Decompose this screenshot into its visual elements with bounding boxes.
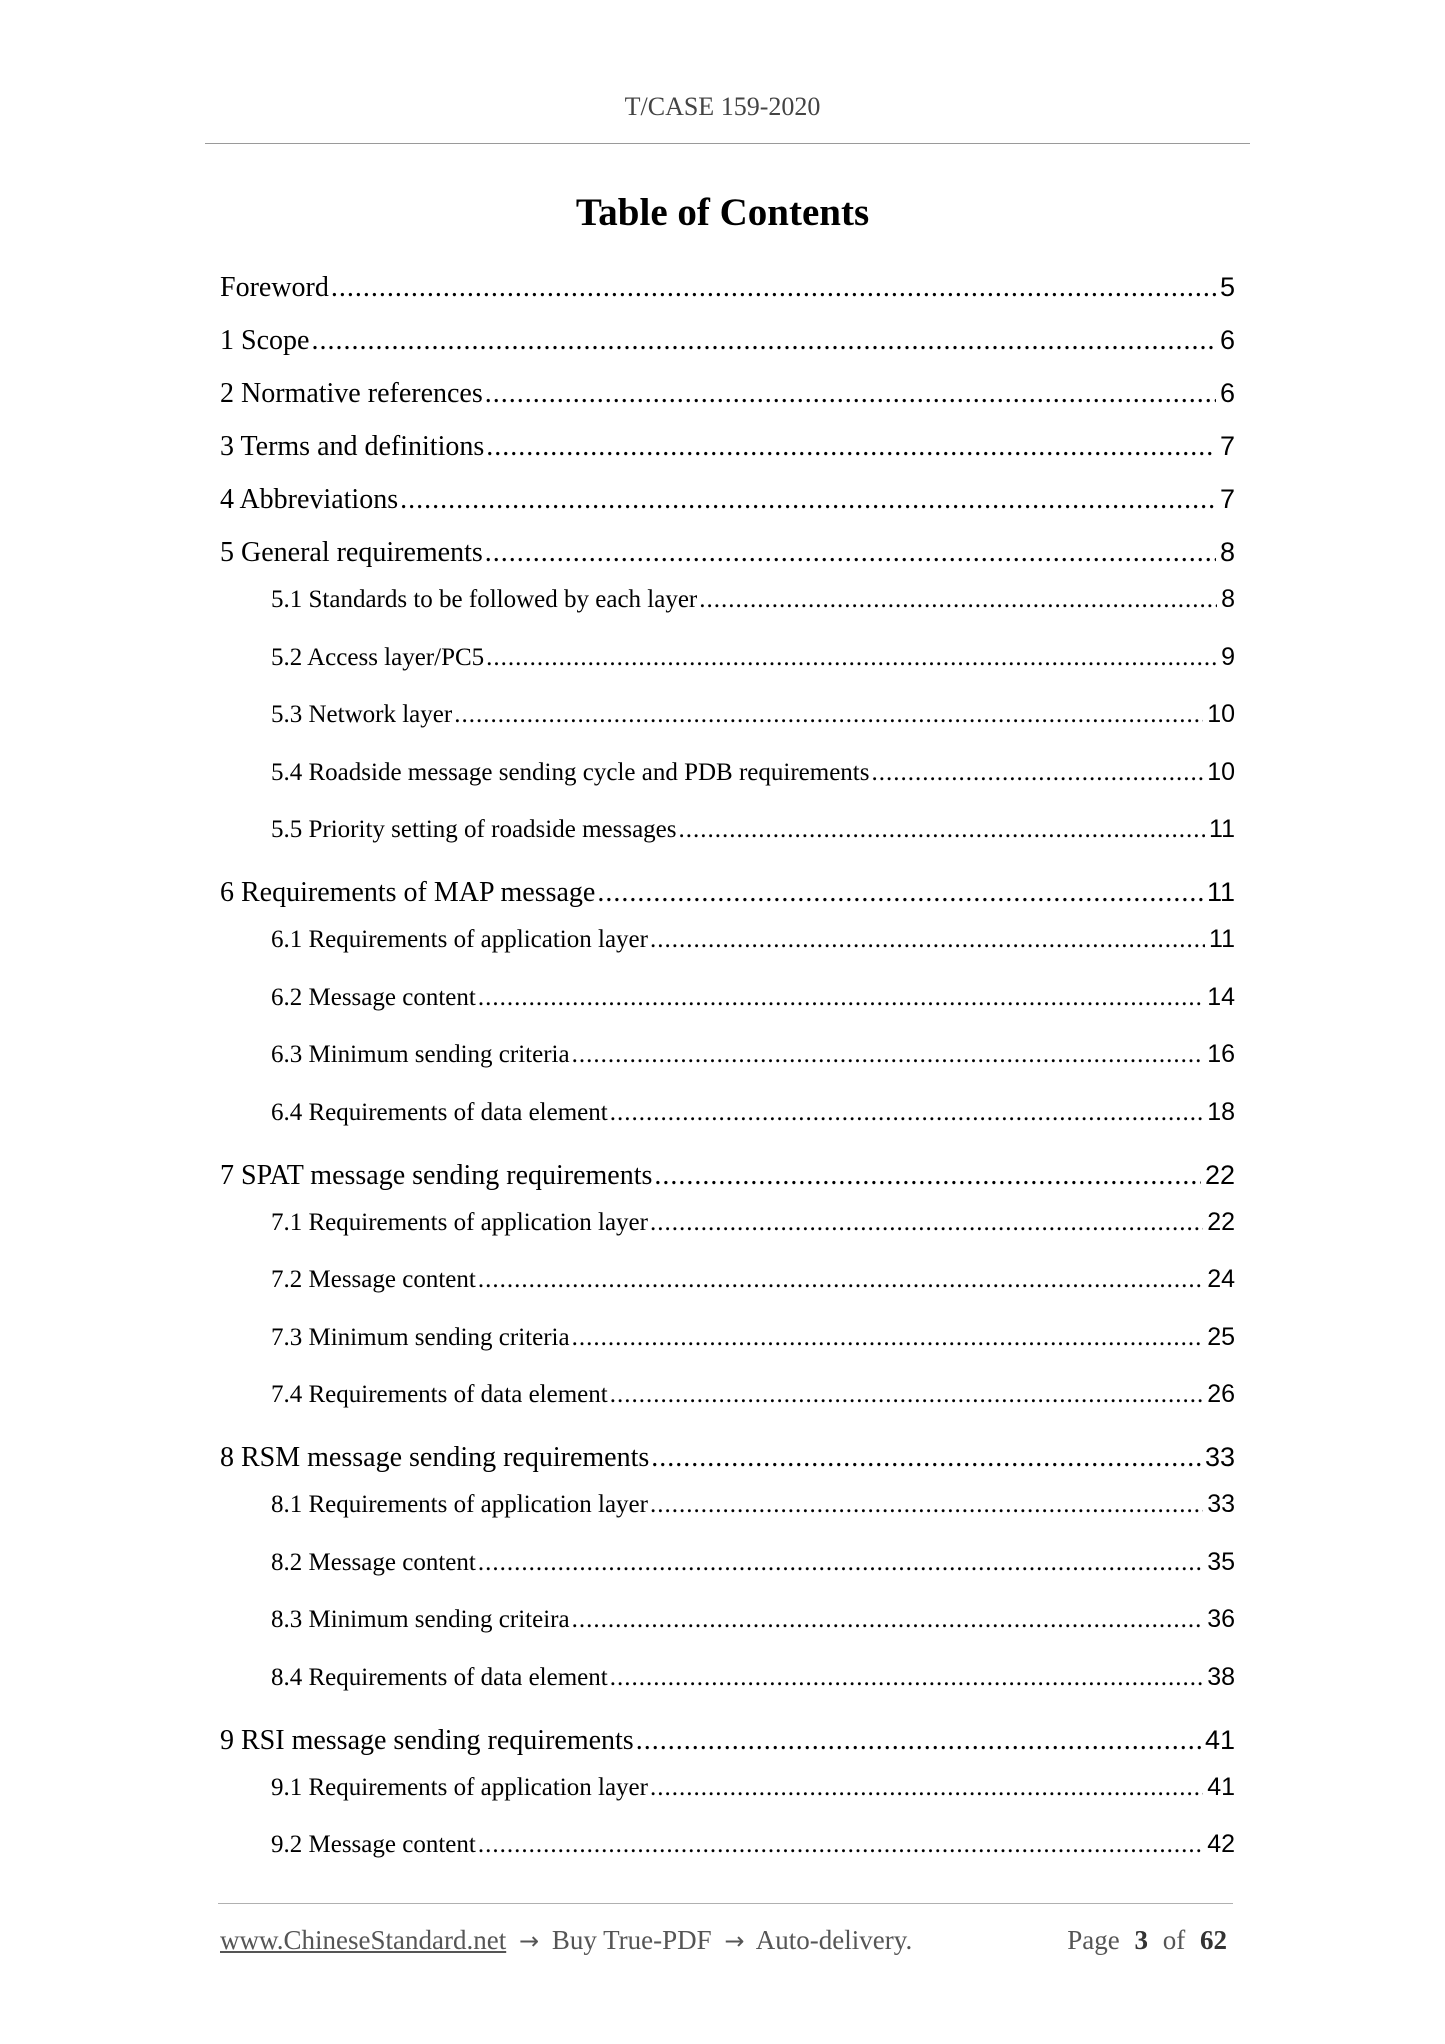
dot-leader bbox=[597, 877, 1203, 909]
toc-entry[interactable] bbox=[220, 1442, 1235, 1474]
toc-entry[interactable] bbox=[220, 378, 1235, 410]
toc-entry[interactable] bbox=[220, 325, 1235, 357]
toc-entry-label: 6.4 Requirements of data element bbox=[271, 1098, 608, 1126]
dot-leader bbox=[478, 1549, 1203, 1577]
toc-entry[interactable] bbox=[220, 877, 1235, 909]
dot-leader bbox=[572, 1041, 1204, 1069]
page-word: Page bbox=[1067, 1925, 1120, 1955]
toc-entry-label: 5.2 Access layer/PC5 bbox=[271, 643, 485, 671]
toc-entry-page-number: 11 bbox=[1206, 877, 1235, 907]
toc-entry[interactable] bbox=[271, 585, 1235, 614]
toc-entry-label: 9.1 Requirements of application layer bbox=[271, 1773, 648, 1801]
toc-entry-label: 7.3 Minimum sending criteria bbox=[271, 1323, 570, 1351]
toc-entry-label: 6 Requirements of MAP message bbox=[220, 877, 596, 908]
toc-entry-label: 3 Terms and definitions bbox=[220, 431, 485, 462]
toc-entry[interactable] bbox=[271, 758, 1235, 787]
dot-leader bbox=[651, 1442, 1201, 1474]
toc-entry-label: 7 SPAT message sending requirements bbox=[220, 1159, 653, 1191]
dot-leader bbox=[454, 701, 1203, 729]
site-link[interactable]: www.ChineseStandard.net bbox=[220, 1925, 507, 1955]
dot-leader bbox=[572, 1324, 1204, 1352]
toc-entry-page-number: 9 bbox=[1221, 642, 1235, 671]
toc-entry-label: Foreword bbox=[220, 272, 329, 303]
toc-entry[interactable] bbox=[271, 815, 1235, 844]
toc-entry-label: 2 Normative references bbox=[220, 378, 483, 409]
toc-entry-label: 1 Scope bbox=[220, 325, 310, 356]
toc-entry-page-number: 14 bbox=[1207, 982, 1235, 1011]
dot-leader bbox=[311, 325, 1216, 357]
toc-entry-label: 5.5 Priority setting of roadside messages bbox=[271, 816, 677, 843]
toc-entry[interactable] bbox=[271, 1040, 1235, 1069]
dot-leader bbox=[486, 644, 1217, 672]
dot-leader bbox=[654, 1160, 1201, 1192]
toc-entry-page-number: 38 bbox=[1207, 1662, 1235, 1691]
toc-entry[interactable] bbox=[271, 1380, 1235, 1409]
toc-entry[interactable] bbox=[271, 1773, 1235, 1802]
arrow-right-icon: → bbox=[518, 1927, 540, 1955]
toc-entry[interactable] bbox=[271, 1830, 1235, 1859]
toc-entry-page-number: 33 bbox=[1204, 1442, 1235, 1472]
toc-entry-page-number: 41 bbox=[1204, 1724, 1235, 1755]
toc-entry-label: 4 Abbreviations bbox=[220, 484, 399, 515]
toc-entry-label: 5 General requirements bbox=[220, 537, 483, 568]
current-page-number: 3 bbox=[1134, 1925, 1148, 1955]
toc-entry[interactable] bbox=[271, 1663, 1235, 1692]
toc-entry-label: 8.4 Requirements of data element bbox=[271, 1663, 608, 1691]
buy-pdf-text: Buy True-PDF bbox=[551, 1925, 712, 1955]
toc-entry-page-number: 33 bbox=[1207, 1490, 1235, 1518]
toc-entry-page-number: 18 bbox=[1207, 1097, 1235, 1126]
toc-entry-page-number: 8 bbox=[1219, 537, 1235, 567]
dot-leader bbox=[650, 1774, 1203, 1802]
toc-entry-page-number: 5 bbox=[1219, 272, 1235, 302]
toc-entry-page-number: 6 bbox=[1219, 325, 1235, 355]
toc-entry-label: 8.3 Minimum sending criteira bbox=[271, 1606, 570, 1633]
toc-entry-page-number: 22 bbox=[1204, 1159, 1235, 1190]
toc-entry-label: 5.4 Roadside message sending cycle and PDB requirements bbox=[271, 758, 870, 786]
toc-entry[interactable] bbox=[271, 983, 1235, 1012]
total-pages-number: 62 bbox=[1200, 1925, 1227, 1955]
dot-leader bbox=[478, 1831, 1203, 1859]
dot-leader bbox=[572, 1606, 1204, 1634]
toc-entry[interactable] bbox=[271, 1548, 1235, 1577]
toc-entry-page-number: 11 bbox=[1209, 925, 1235, 953]
footer-rule bbox=[218, 1903, 1233, 1904]
toc-entry[interactable] bbox=[271, 1605, 1235, 1634]
toc-entry-page-number: 10 bbox=[1207, 700, 1235, 728]
toc-entry[interactable] bbox=[271, 1208, 1235, 1237]
dot-leader bbox=[610, 1381, 1203, 1409]
dot-leader bbox=[650, 926, 1205, 954]
toc-entry-page-number: 24 bbox=[1207, 1265, 1235, 1293]
dot-leader bbox=[679, 816, 1206, 844]
toc-entry-label: 8.1 Requirements of application layer bbox=[271, 1491, 648, 1518]
toc-entry-page-number: 42 bbox=[1207, 1830, 1235, 1858]
toc-entry-label: 7.1 Requirements of application layer bbox=[271, 1208, 648, 1236]
toc-entry-page-number: 25 bbox=[1207, 1322, 1235, 1351]
dot-leader bbox=[485, 378, 1216, 410]
toc-entry-label: 6.1 Requirements of application layer bbox=[271, 926, 648, 953]
toc-entry-label: 5.1 Standards to be followed by each layer bbox=[271, 586, 698, 613]
toc-entry[interactable] bbox=[271, 1323, 1235, 1352]
dot-leader bbox=[331, 272, 1216, 304]
dot-leader bbox=[650, 1491, 1203, 1519]
toc-entry-page-number: 16 bbox=[1207, 1040, 1235, 1068]
toc-entry-label: 8.2 Message content bbox=[271, 1548, 476, 1576]
footer-promo bbox=[220, 1925, 912, 1956]
dot-leader bbox=[636, 1725, 1201, 1757]
auto-delivery-text: Auto-delivery. bbox=[755, 1925, 913, 1955]
toc-entry-page-number: 22 bbox=[1207, 1207, 1235, 1236]
toc-entry[interactable] bbox=[220, 1725, 1235, 1757]
toc-entry[interactable] bbox=[271, 643, 1235, 672]
dot-leader bbox=[400, 484, 1216, 516]
toc-entry-page-number: 6 bbox=[1219, 378, 1235, 408]
toc-entry[interactable] bbox=[220, 431, 1235, 463]
toc-entry-page-number: 10 bbox=[1207, 757, 1235, 786]
toc-entry[interactable] bbox=[220, 537, 1235, 569]
dot-leader bbox=[485, 537, 1216, 569]
toc-entry-label: 9.2 Message content bbox=[271, 1831, 476, 1858]
toc-entry-label: 7.4 Requirements of data element bbox=[271, 1381, 608, 1408]
toc-entry-page-number: 35 bbox=[1207, 1547, 1235, 1576]
toc-entry-label: 5.3 Network layer bbox=[271, 701, 453, 728]
dot-leader bbox=[486, 431, 1216, 463]
dot-leader bbox=[610, 1664, 1203, 1692]
toc-entry[interactable] bbox=[271, 700, 1235, 729]
dot-leader bbox=[871, 759, 1203, 787]
toc-entry-page-number: 26 bbox=[1207, 1380, 1235, 1408]
toc-entry-page-number: 11 bbox=[1209, 815, 1235, 843]
of-word: of bbox=[1162, 1925, 1186, 1955]
toc-entry[interactable] bbox=[271, 1490, 1235, 1519]
toc-entry[interactable] bbox=[271, 1265, 1235, 1294]
toc-entry-label: 8 RSM message sending requirements bbox=[220, 1442, 650, 1473]
dot-leader bbox=[650, 1209, 1203, 1237]
toc-entry[interactable] bbox=[220, 484, 1235, 516]
toc-entry[interactable] bbox=[271, 1098, 1235, 1127]
toc-entry[interactable] bbox=[271, 925, 1235, 954]
toc-entry-page-number: 8 bbox=[1221, 585, 1235, 613]
toc-entry[interactable] bbox=[220, 272, 1235, 304]
toc-entry-label: 6.3 Minimum sending criteria bbox=[271, 1041, 570, 1068]
page-footer bbox=[220, 1925, 1235, 1956]
page-indicator bbox=[1067, 1925, 1235, 1956]
toc-entry-label: 9 RSI message sending requirements bbox=[220, 1724, 634, 1756]
toc-entry-page-number: 41 bbox=[1207, 1772, 1235, 1801]
arrow-right-icon: → bbox=[724, 1927, 745, 1955]
dot-leader bbox=[478, 1266, 1203, 1294]
dot-leader bbox=[478, 984, 1203, 1012]
toc-entry-page-number: 7 bbox=[1219, 431, 1235, 461]
toc-entry[interactable] bbox=[220, 1160, 1235, 1192]
page-title: Table of Contents bbox=[575, 191, 870, 234]
dot-leader bbox=[699, 586, 1217, 614]
toc-entry-label: 6.2 Message content bbox=[271, 983, 476, 1011]
toc-entry-page-number: 7 bbox=[1219, 484, 1235, 514]
toc-entry-label: 7.2 Message content bbox=[271, 1266, 476, 1293]
running-header: T/CASE 159-2020 bbox=[624, 92, 821, 121]
toc-entry-page-number: 36 bbox=[1207, 1605, 1235, 1633]
dot-leader bbox=[610, 1099, 1203, 1127]
